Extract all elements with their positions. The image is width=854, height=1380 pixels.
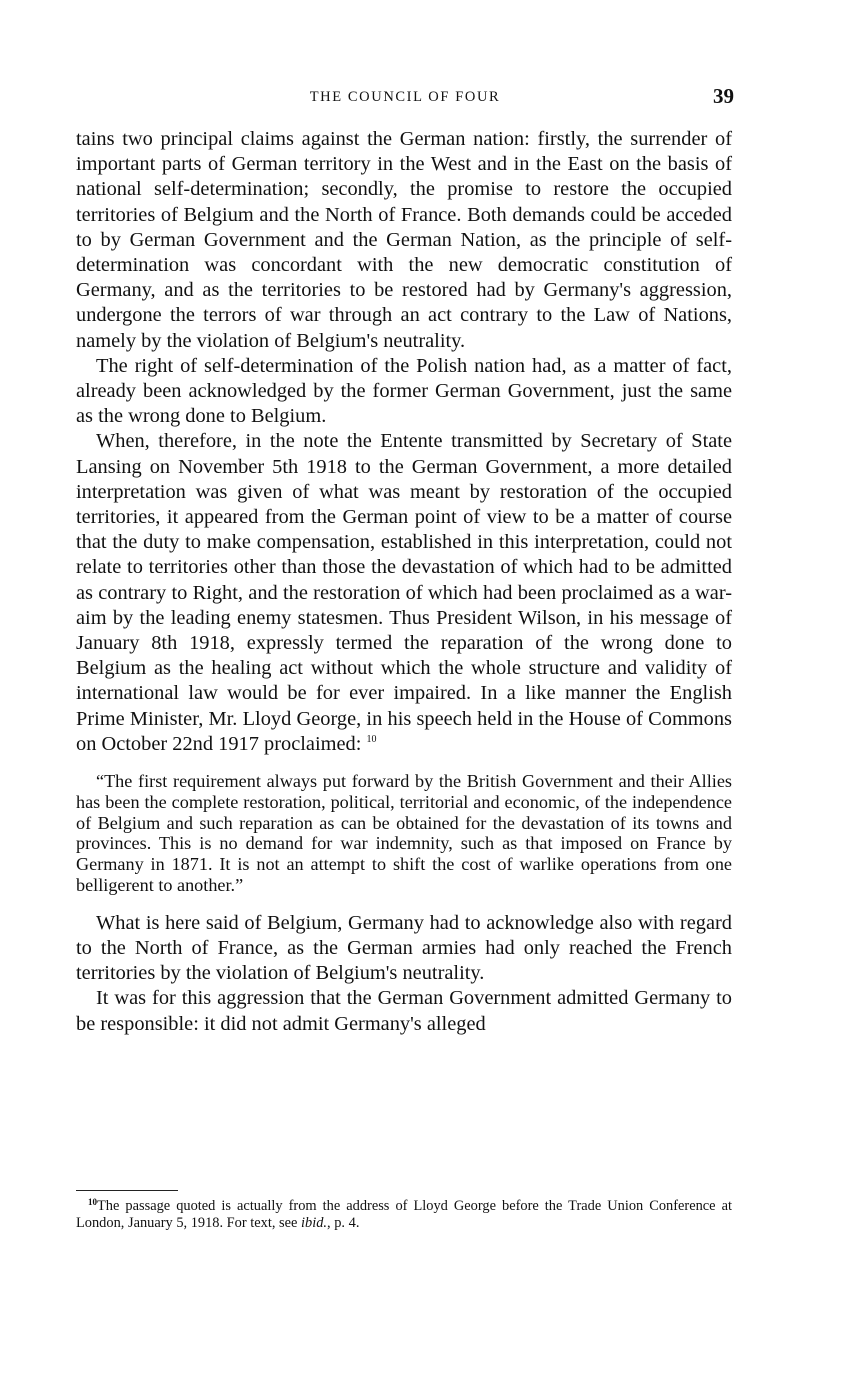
running-title: THE COUNCIL OF FOUR <box>309 89 501 105</box>
footnote-divider <box>76 1190 178 1191</box>
footnote-text: The passage quoted is actually from the address of Lloyd George before the Trade Union Conference at London, January 5, 1918. For text, see <box>76 1198 732 1232</box>
footnote-page-ref: , p. 4. <box>327 1215 360 1232</box>
paragraph-lansing-note-text: When, therefore, in the note the Entente transmitted by Secretary of State Lansing on November 5th 1918 to the German Government, a more detailed interpretation was given of what was meant by restoration of the occupied territories, it appeared from the German point of view to be a matter of course that the duty to make compensation, established in this interpretation, could not relate to territories other than those the devastation of which had to be admitted as contrary to Right, and the restoration of which had been proclaimed as a war-aim by the leading enemy statesmen. Thus President Wilson, in his message of January 8th 1918, expressly termed the reparation of the wrong done to Belgium as the healing act without which the whole structure and validity of international law would be for ever impaired. In a like manner the English Prime Minister, Mr. Lloyd George, in his speech held in the House of Commons on October 22nd 1917 proclaimed: <box>76 430 732 755</box>
paragraph-continued: tains two principal claims against the German nation: firstly, the surrender of important parts of German territory in the West and in the East on the basis of national self-determination; secondly, the promise to restore the occupied territories of Belgium and the North of France. Both demands could be acceded to by German Government and the German Nation, as the principle of self-determination was concordant with the new democratic constitution of Germany, and as the territories to be restored had by Germany's aggression, undergone the terrors of war through an act contrary to the Law of Nations, namely by the violation of Belgium's neutrality. <box>76 128 732 352</box>
block-quote: “The first requirement always put forward by the British Government and their Allies has been the complete restoration, political, territorial and economic, of the independence of Belgium and such reparation as can be obtained for the devastation of its towns and provinces. This is no demand for war indemnity, such as that imposed on France by Germany in 1871. It is not an attempt to shift the cost of warlike operations from one belligerent to another.” <box>76 771 732 896</box>
footnote <box>76 1198 732 1233</box>
footnote-ibid: ibid. <box>301 1215 328 1232</box>
footnote-marker: 10 <box>88 1197 97 1207</box>
paragraph-aggression: It was for this aggression that the German Government admitted Germany to be responsible: it did not admit Germany's alleged <box>76 987 732 1035</box>
body-text <box>76 127 732 1037</box>
paragraph-lansing-note <box>76 429 732 757</box>
footnote-reference: 10 <box>366 733 377 745</box>
running-head <box>76 86 734 110</box>
paragraph-north-of-france: What is here said of Belgium, Germany had to acknowledge also with regard to the North of France, as the German armies had only reached the French territories by the violation of Belgium's neutrality. <box>76 911 732 985</box>
page-number: 39 <box>713 84 734 108</box>
paragraph-polish-self-determination: The right of self-determination of the Polish nation had, as a matter of fact, already been acknowledged by the former German Government, just the same as the wrong done to Belgium. <box>76 354 732 428</box>
